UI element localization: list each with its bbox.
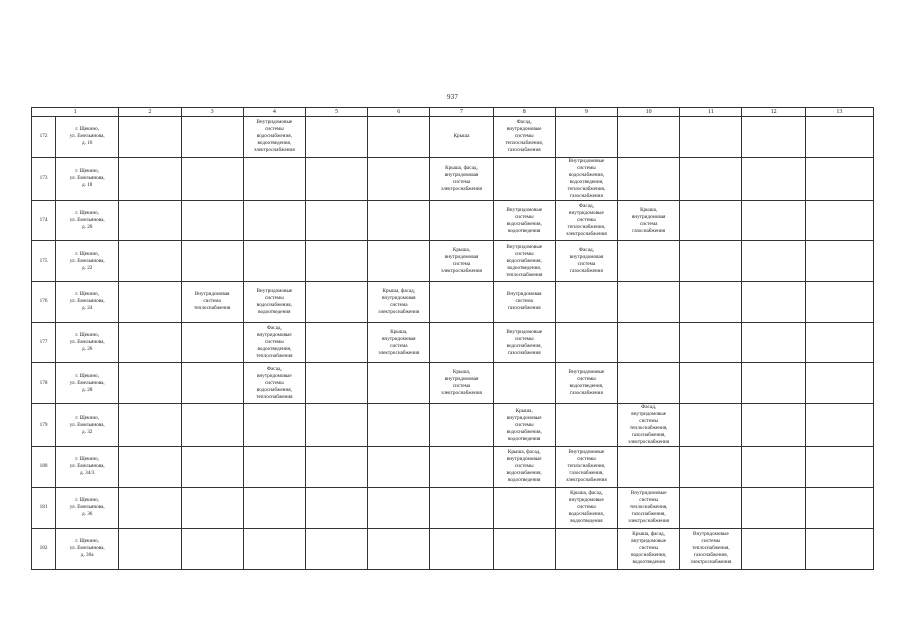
work-cell: Крыша, фасад, внутридомовые системы водоснабжения, водоотведения	[493, 447, 555, 488]
work-cell	[181, 528, 243, 569]
work-cell	[805, 241, 873, 282]
column-header: 7	[430, 108, 493, 117]
work-cell	[119, 200, 181, 241]
work-cell: Крыша, внутридомовые системы водоснабжения, водоотведения	[493, 404, 555, 447]
work-cell	[680, 200, 742, 241]
column-header: 13	[805, 108, 873, 117]
work-cell	[305, 241, 367, 282]
work-cell: Внутридомовые системы теплоснабжения, газоснабжения, электроснабжения	[680, 528, 742, 569]
address-cell: г. Щекино, ул. Емельянова, д. 22	[56, 241, 119, 282]
work-cell	[181, 200, 243, 241]
work-cell: Крыша, фасад, внутридомовая система электроснабжения	[368, 282, 430, 323]
address-cell: г. Щекино, ул. Емельянова, д. 28	[56, 363, 119, 404]
work-cell: Внутридомовые системы водоснабжения, газоснабжения	[493, 322, 555, 363]
work-cell	[368, 241, 430, 282]
work-cell	[742, 117, 805, 158]
work-cell	[742, 157, 805, 200]
work-cell	[305, 487, 367, 528]
work-cell	[119, 322, 181, 363]
work-cell	[742, 200, 805, 241]
work-cell	[305, 282, 367, 323]
work-cell	[368, 487, 430, 528]
work-cell	[742, 241, 805, 282]
work-cell	[430, 487, 493, 528]
work-cell	[555, 528, 617, 569]
work-cell	[181, 363, 243, 404]
work-cell: Внутридомовая система теплоснабжения	[181, 282, 243, 323]
work-cell: Фасад, внутридомовая система газоснабжения	[555, 241, 617, 282]
work-cell	[680, 282, 742, 323]
column-header: 3	[181, 108, 243, 117]
address-cell: г. Щекино, ул. Емельянова, д. 36а	[56, 528, 119, 569]
work-cell	[305, 447, 367, 488]
table-row	[32, 528, 874, 569]
work-cell: Внутридомовые системы водоснабжения, водоотведения, электроснабжения	[243, 117, 305, 158]
work-cell	[181, 487, 243, 528]
table-row	[32, 487, 874, 528]
work-cell	[305, 117, 367, 158]
work-cell	[368, 528, 430, 569]
work-cell	[430, 528, 493, 569]
work-cell	[618, 447, 680, 488]
work-cell	[742, 363, 805, 404]
work-cell	[742, 447, 805, 488]
row-number: 174	[32, 200, 56, 241]
work-cell	[493, 157, 555, 200]
work-cell	[368, 157, 430, 200]
work-cell	[243, 200, 305, 241]
work-cell: Фасад, внутридомовые системы теплоснабжения, электроснабжения	[555, 200, 617, 241]
row-number: 181	[32, 487, 56, 528]
work-cell	[680, 241, 742, 282]
work-cell	[368, 363, 430, 404]
work-cell	[493, 487, 555, 528]
work-cell	[119, 157, 181, 200]
work-cell	[555, 282, 617, 323]
work-cell	[181, 404, 243, 447]
address-cell: г. Щекино, ул. Емельянова, д. 26	[56, 322, 119, 363]
work-cell	[119, 363, 181, 404]
work-cell: Крыша, фасад, внутридомовая система электроснабжения	[430, 157, 493, 200]
work-cell	[805, 487, 873, 528]
work-cell	[430, 200, 493, 241]
work-cell	[243, 447, 305, 488]
table-row	[32, 363, 874, 404]
work-cell: Внутридомовые системы теплоснабжения, газоснабжения, электроснабжения	[618, 487, 680, 528]
work-cell: Крыша, фасад, внутридомовые системы водоснабжения, водоотведения	[618, 528, 680, 569]
work-cell	[243, 157, 305, 200]
row-number: 176	[32, 282, 56, 323]
work-cell	[119, 117, 181, 158]
work-cell	[805, 363, 873, 404]
work-cell: Фасад, внутридомовые системы водоснабжения, теплоснабжения	[243, 363, 305, 404]
table-row	[32, 117, 874, 158]
column-header: 1	[32, 108, 119, 117]
work-cell	[305, 157, 367, 200]
work-cell	[742, 282, 805, 323]
work-cell	[368, 117, 430, 158]
work-cell	[680, 404, 742, 447]
page-number: 937	[446, 93, 459, 101]
work-cell	[430, 282, 493, 323]
address-cell: г. Щекино, ул. Емельянова, д. 24	[56, 282, 119, 323]
work-cell	[119, 282, 181, 323]
work-cell	[181, 447, 243, 488]
work-cell: Фасад, внутридомовые системы теплоснабжения, газоснабжения	[493, 117, 555, 158]
work-cell	[368, 447, 430, 488]
column-header: 6	[368, 108, 430, 117]
row-number: 182	[32, 528, 56, 569]
work-cell: Внутридомовые системы водоснабжения, водоотведения, теплоснабжения	[493, 241, 555, 282]
work-cell	[181, 157, 243, 200]
work-cell	[805, 447, 873, 488]
work-cell	[742, 404, 805, 447]
work-cell: Внутридомовые системы водоотведения, газоснабжения	[555, 363, 617, 404]
work-cell	[555, 117, 617, 158]
address-cell: г. Щекино, ул. Емельянова, д. 34/3	[56, 447, 119, 488]
row-number: 172	[32, 117, 56, 158]
address-cell: г. Щекино, ул. Емельянова, д. 32	[56, 404, 119, 447]
work-cell	[680, 363, 742, 404]
table-row	[32, 282, 874, 323]
work-cell	[119, 241, 181, 282]
work-cell	[430, 447, 493, 488]
work-cell	[119, 404, 181, 447]
table-row	[32, 200, 874, 241]
work-cell	[181, 322, 243, 363]
column-header: 2	[119, 108, 181, 117]
column-header: 12	[742, 108, 805, 117]
work-cell	[243, 487, 305, 528]
table-row	[32, 241, 874, 282]
work-cell: Крыша, внутридомовая система электроснабжения	[368, 322, 430, 363]
row-number: 177	[32, 322, 56, 363]
work-cell: Крыша, внутридомовая система электроснабжения	[430, 363, 493, 404]
work-cell	[680, 157, 742, 200]
work-cell	[680, 117, 742, 158]
work-cell	[742, 528, 805, 569]
work-cell	[119, 528, 181, 569]
work-cell: Крыша, внутридомовая система электроснабжения	[430, 241, 493, 282]
work-cell	[742, 487, 805, 528]
work-cell	[368, 200, 430, 241]
work-cell	[493, 528, 555, 569]
work-cell	[243, 404, 305, 447]
column-number-row	[32, 108, 874, 117]
address-cell: г. Щекино, ул. Емельянова, д. 36	[56, 487, 119, 528]
work-cell	[555, 404, 617, 447]
work-cell: Фасад, внутридомовые системы теплоснабжения, газоснабжения, электроснабжения	[618, 404, 680, 447]
work-cell	[805, 404, 873, 447]
work-cell	[305, 404, 367, 447]
column-header: 5	[305, 108, 367, 117]
work-cell	[243, 241, 305, 282]
work-cell	[181, 117, 243, 158]
column-header: 8	[493, 108, 555, 117]
work-cell	[618, 117, 680, 158]
address-cell: г. Щекино, ул. Емельянова, д. 16	[56, 117, 119, 158]
work-cell: Крыша, внутридомовая система газоснабжения	[618, 200, 680, 241]
work-cell	[805, 528, 873, 569]
column-header: 4	[243, 108, 305, 117]
work-cell: Внутридомовые системы водоснабжения, водоотведения	[493, 200, 555, 241]
work-cell	[430, 322, 493, 363]
work-cell	[305, 200, 367, 241]
work-cell	[305, 528, 367, 569]
repair-schedule-table	[31, 107, 874, 570]
work-cell	[805, 322, 873, 363]
work-cell	[680, 322, 742, 363]
work-cell	[119, 447, 181, 488]
work-cell: Внутридомовые системы теплоснабжения, газоснабжения, электроснабжения	[555, 447, 617, 488]
work-cell	[805, 282, 873, 323]
work-cell: Внутридомовая система газоснабжения	[493, 282, 555, 323]
row-number: 180	[32, 447, 56, 488]
work-cell	[618, 157, 680, 200]
work-cell	[305, 322, 367, 363]
column-header: 10	[618, 108, 680, 117]
table-row	[32, 404, 874, 447]
work-cell: Крыша, фасад, внутридомовые системы водоснабжения, водоотведения	[555, 487, 617, 528]
work-cell	[119, 487, 181, 528]
work-cell	[181, 241, 243, 282]
work-cell	[430, 404, 493, 447]
work-cell	[305, 363, 367, 404]
work-cell	[618, 241, 680, 282]
row-number: 179	[32, 404, 56, 447]
address-cell: г. Щекино, ул. Емельянова, д. 18	[56, 157, 119, 200]
work-cell	[680, 487, 742, 528]
table-row	[32, 157, 874, 200]
column-header: 9	[555, 108, 617, 117]
work-cell	[805, 200, 873, 241]
table-row	[32, 447, 874, 488]
work-cell	[618, 363, 680, 404]
row-number: 175	[32, 241, 56, 282]
work-cell	[243, 528, 305, 569]
work-cell	[555, 322, 617, 363]
row-number: 178	[32, 363, 56, 404]
work-cell: Внутридомовые системы водоснабжения, водоотведения, теплоснабжения, газоснабжения	[555, 157, 617, 200]
work-cell	[618, 322, 680, 363]
work-cell	[742, 322, 805, 363]
table-row	[32, 322, 874, 363]
column-header: 11	[680, 108, 742, 117]
work-cell	[680, 447, 742, 488]
work-cell	[368, 404, 430, 447]
work-cell	[805, 117, 873, 158]
address-cell: г. Щекино, ул. Емельянова, д. 20	[56, 200, 119, 241]
work-cell	[493, 363, 555, 404]
work-cell: Внутридомовые системы водоснабжения, водоотведения	[243, 282, 305, 323]
work-cell	[618, 282, 680, 323]
work-cell	[805, 157, 873, 200]
work-cell: Крыша	[430, 117, 493, 158]
row-number: 173	[32, 157, 56, 200]
work-cell: Фасад, внутридомовые системы водоотведения, теплоснабжения	[243, 322, 305, 363]
